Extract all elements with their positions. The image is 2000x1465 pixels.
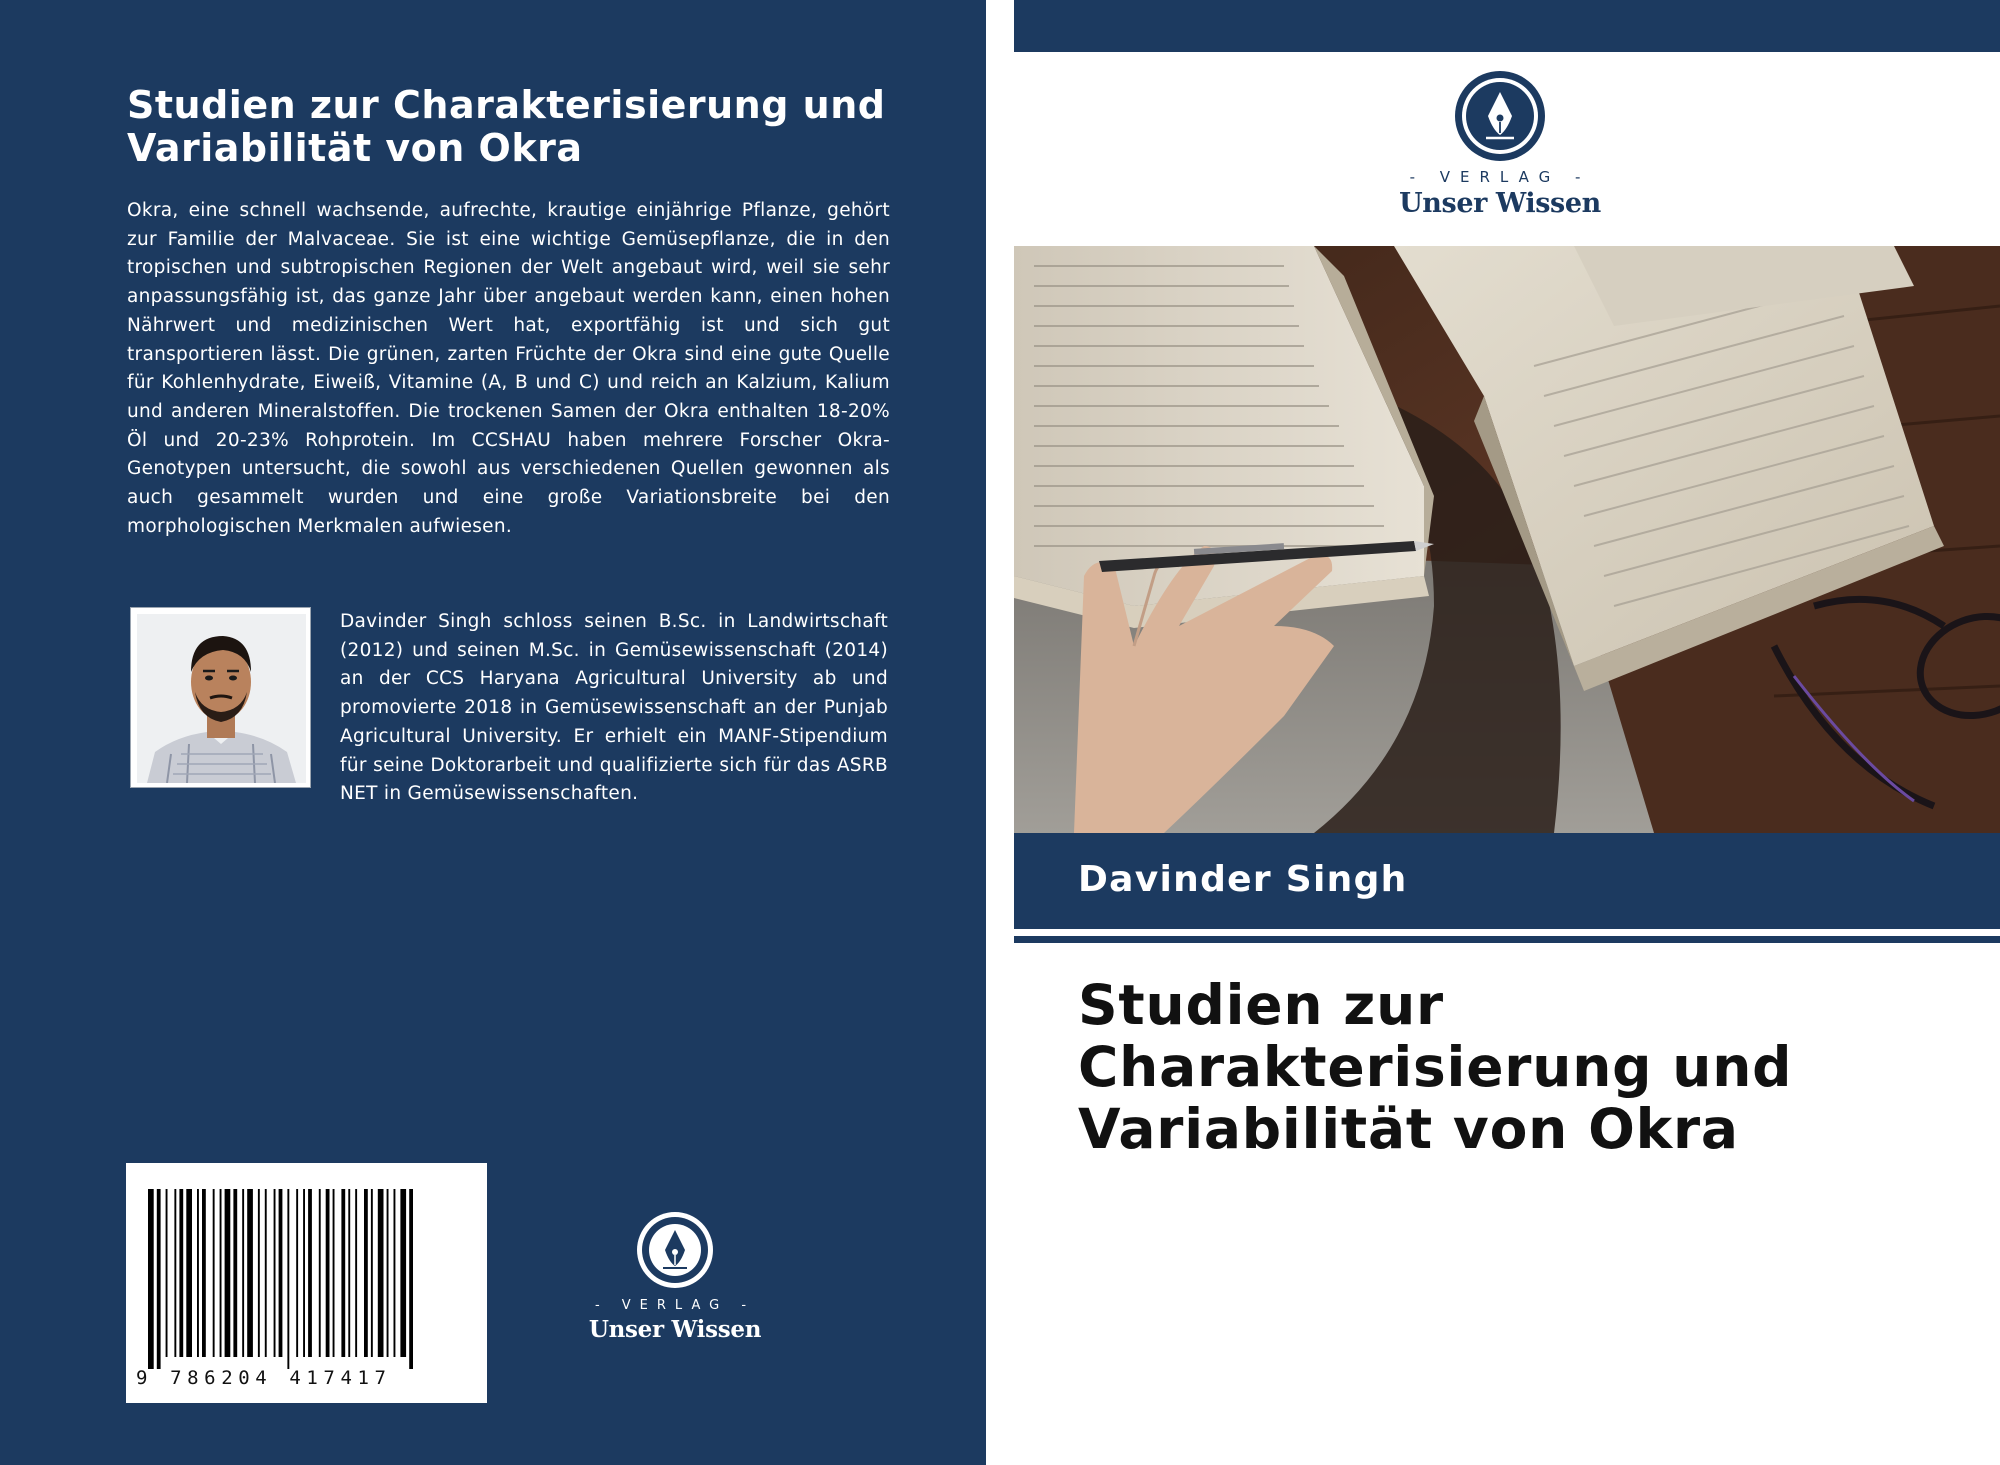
back-cover-blurb: Okra, eine schnell wachsende, aufrechte, krautige einjährige Pflanze, gehört zur Familie der Malvaceae. Sie ist eine wichtige Gemüsepflanze, die in den tropischen und subtropischen Regionen der Welt angebaut wird, weil sie sehr anpassungsfähig ist, das ganze Jahr über angebaut werden kann, einen hohen Nährwert und medizinischen Wert hat, exportfähig ist und sich gut transportieren lässt. Die grünen, zarten Früchte der Okra sind eine gute Quelle für Kohlenhydrate, Eiweiß, Vitamine (A, B und C) und reich an Kalzium, Kalium und anderen Mineralstoffen. Die trockenen Samen der Okra enthalten 18-20% Öl und 20-23% Rohprotein. Im CCSHAU haben mehrere Forscher Okra-Genotypen untersucht, die sowohl aus verschiedenen Quellen gewonnen als auch gesammelt wurden und eine große Variationsbreite bei den morphologischen Merkmalen aufwiesen. <box>127 200 890 537</box>
isbn-digits: 9 786204 417417 <box>136 1367 392 1389</box>
cover-photo <box>1014 246 2000 833</box>
front-author-name: Davinder Singh <box>1078 859 1408 900</box>
back-publisher-name: Unser Wissen <box>588 1316 762 1343</box>
fountain-pen-nib-icon <box>1454 70 1546 162</box>
open-books-photo-icon <box>1014 246 2000 833</box>
front-author-band <box>1014 833 2000 929</box>
author-photo <box>130 607 311 788</box>
author-portrait-icon <box>137 614 306 783</box>
back-cover-title: Studien zur Charakterisierung und Variabilität von Okra <box>127 83 886 170</box>
front-top-bar <box>1014 0 2000 52</box>
front-cover-title: Studien zur Charakterisierung und Variabilität von Okra <box>1078 973 1793 1161</box>
front-divider-rule <box>1014 936 2000 943</box>
barcode-icon <box>148 1189 466 1369</box>
back-publisher-verlag: - VERLAG - <box>594 1298 756 1313</box>
fountain-pen-nib-icon <box>635 1210 715 1290</box>
isbn-barcode <box>126 1163 487 1403</box>
spine <box>986 0 1014 1465</box>
back-publisher-logo <box>560 1210 790 1343</box>
author-bio: Davinder Singh schloss seinen B.Sc. in Landwirtschaft (2012) und seinen M.Sc. in Gemüsewissenschaft (2014) an der CCS Haryana Agricultural University ab und promovierte 2018 in Gemüsewissenschaft an der Punjab Agricultural University. Er erhielt ein MANF-Stipendium für seine Doktorarbeit und qualifizierte sich für das ASRB NET in Gemüsewissenschaften. <box>340 611 888 805</box>
front-publisher-name: Unser Wissen <box>1399 188 1601 219</box>
front-publisher-logo <box>1380 70 1620 220</box>
back-cover <box>0 0 986 1465</box>
front-publisher-verlag: - VERLAG - <box>1409 168 1591 186</box>
